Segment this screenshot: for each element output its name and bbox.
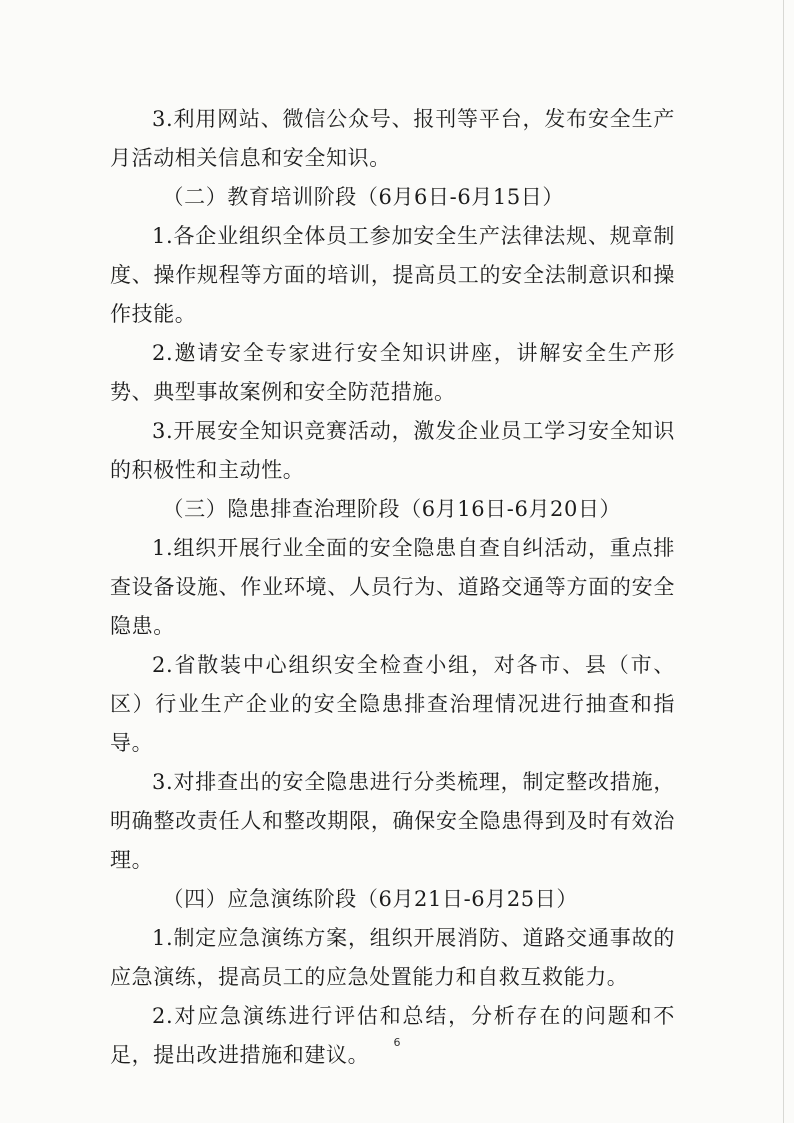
paragraph-education-2: 2.邀请安全专家进行安全知识讲座，讲解安全生产形势、典型事故案例和安全防范措施。 [110,341,675,404]
paragraph-drill-2: 2.对应急演练进行评估和总结，分析存在的问题和不足，提出改进措施和建议。 [110,1004,675,1067]
body-text [110,100,675,1075]
paragraph-hazard-3: 3.对排查出的安全隐患进行分类梳理，制定整改措施，明确整改责任人和整改期限，确保安全隐患得到及时有效治理。 [110,770,675,872]
paragraph-education-3: 3.开展安全知识竞赛活动，激发企业员工学习安全知识的积极性和主动性。 [110,419,675,482]
page-number: 6 [393,1036,401,1049]
section-heading-education: （二）教育培训阶段（6月6日-6月15日） [162,185,564,209]
paragraph-publicity-3: 3.利用网站、微信公众号、报刊等平台，发布安全生产月活动相关信息和安全知识。 [110,107,675,170]
paragraph-drill-1: 1.制定应急演练方案，组织开展消防、道路交通事故的应急演练，提高员工的应急处置能力和自救互救能力。 [110,926,675,989]
section-heading-hazard: （三）隐患排查治理阶段（6月16日-6月20日） [162,497,622,521]
section-heading-drill: （四）应急演练阶段（6月21日-6月25日） [162,887,578,911]
page-edge [783,0,784,1123]
paragraph-hazard-1: 1.组织开展行业全面的安全隐患自查自纠活动，重点排查设备设施、作业环境、人员行为、道路交通等方面的安全隐患。 [110,536,675,638]
paragraph-hazard-2: 2.省散装中心组织安全检查小组，对各市、县（市、区）行业生产企业的安全隐患排查治理情况进行抽查和指导。 [110,653,675,755]
paragraph-education-1: 1.各企业组织全体员工参加安全生产法律法规、规章制度、操作规程等方面的培训，提高员工的安全法制意识和操作技能。 [110,224,675,326]
